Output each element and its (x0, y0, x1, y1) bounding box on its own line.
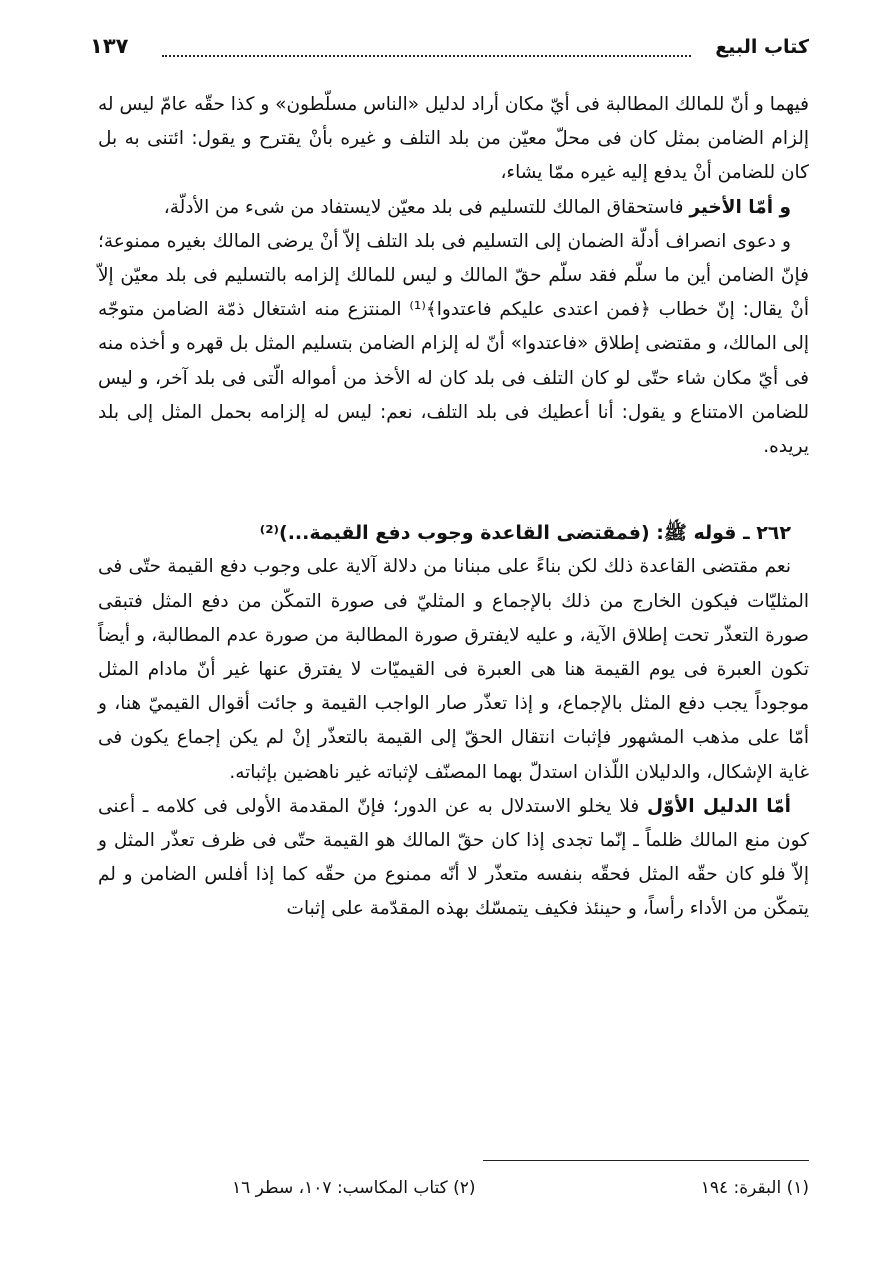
footnote-1: (١) البقرة: ١٩٤ (700, 1178, 809, 1198)
page-header (90, 34, 809, 70)
paragraph-2-text: فاستحقاق المالك للتسليم فى بلد معيّن لايستفاد من شىء من الأدلّة، (163, 196, 690, 218)
paragraph-1: فيهما و أنّ للمالك المطالبة فى أيّ مكان أراد لدليل «الناس مسلّطون» و كذا حقّه عامّ ليس له إلزام الضامن بمثل كان فى محلّ معيّن من بلد التلف و غيره بأنْ يقترح و يقول: ائتنى به بل كان للضامن أنْ يدفع إليه غيره ممّا يشاء، (98, 94, 809, 184)
running-title: كتاب البيع (715, 36, 809, 58)
paragraph-3: و دعوى انصراف أدلّة الضمان إلى التسليم فى بلد التلف إلاّ أنْ يرضى المالك بغيره ممنوعة؛ فإنّ الضامن أين ما سلّم فقد سلّم حقّ المالك و ليس للمالك إلزامه بالتسليم فى بلد معيّن إلاّ أنْ يقال: إنّ خطاب ﴿فمن اعتدى عليكم فاعتدوا﴾⁽¹⁾ المنتزع منه اشتغال ذمّة الضامن متوجّه إلى المالك، و مقتضى إطلاق «فاعتدوا» أنّ له إلزام الضامن بتسليم المثل بل قهره و أخذه منه فى أيّ مكان شاء حتّى لو كان التلف فى بلد كان له الأخذ من أمواله الّتى فى بلد آخر، و ليس للضامن الامتناع و يقول: أنا أعطيك فى بلد التلف، نعم: ليس له إلزامه بحمل المثل إلى بلد يريده. (98, 230, 809, 458)
section-paragraph-2-lead: أمّا الدليل الأوّل (646, 795, 791, 817)
section-paragraph-1: نعم مقتضى القاعدة ذلك لكن بناءً على مبنانا من دلالة آلاية على وجوب دفع القيمة حتّى فى المثليّات فيكون الخارج من ذلك بالإجماع و المثليّ فى صورة التمكّن من دفع المثل فتبقى صورة التعذّر تحت إطلاق الآية، و عليه لايفترق صورة المطالبة من صورة عدم المطالبة، و أيضاً تكون العبرة فى يوم القيمة هنا هى العبرة فى القيميّات لا يفترق عنها غير أنّ مادام المثل موجوداً يجب دفع المثل بالإجماع، و إذا تعذّر صار الواجب القيمة و جائت أقوال القيميّ هنا، و أمّا على مذهب المشهور فإثبات انتقال الحقّ إلى القيمة بالتعذّر إنْ لم يكن إجماع يكون فى غاية الإشكال، والدليلان اللّذان استدلّ بهما المصنّف لإثباته غير ناهضين بإثباته. (98, 556, 809, 783)
footnote-2: (٢) كتاب المكاسب: ١٠٧، سطر ١٦ (232, 1178, 476, 1198)
section-gap (98, 464, 809, 516)
footnotes (232, 1178, 809, 1206)
section-paragraph-2-text: فلا يخلو الاستدلال به عن الدور؛ فإنّ المقدمة الأولى فى كلامه ـ أعنى كون منع المالك ظلماً ـ إنّما تجدى إذا كان حقّ المالك هو القيمة حتّى فى ظرف تعذّر المثل و إلاّ فلو كان حقّه المثل فحقّه بنفسه متعذّر لا أنّه ممنوع من حقّه كما إذا أفلس الضامن و لم يتمكّن من الأداء رأساً، و حينئذ فكيف يتمسّك بهذه المقدّمة على إثبات (98, 795, 809, 920)
header-dotted-leader (162, 55, 691, 57)
paragraph-2-lead: و أمّا الأخير (689, 196, 791, 218)
page-body (98, 88, 809, 927)
footnote-divider (483, 1160, 809, 1161)
section-paragraph-2 (98, 790, 809, 927)
section-heading: ٢٦٢ ـ قوله ﷺ: (فمقتضى القاعدة وجوب دفع القيمة...)⁽²⁾ (259, 522, 791, 545)
page-number: ١٣٧ (90, 34, 129, 58)
paragraph-2 (98, 191, 809, 225)
